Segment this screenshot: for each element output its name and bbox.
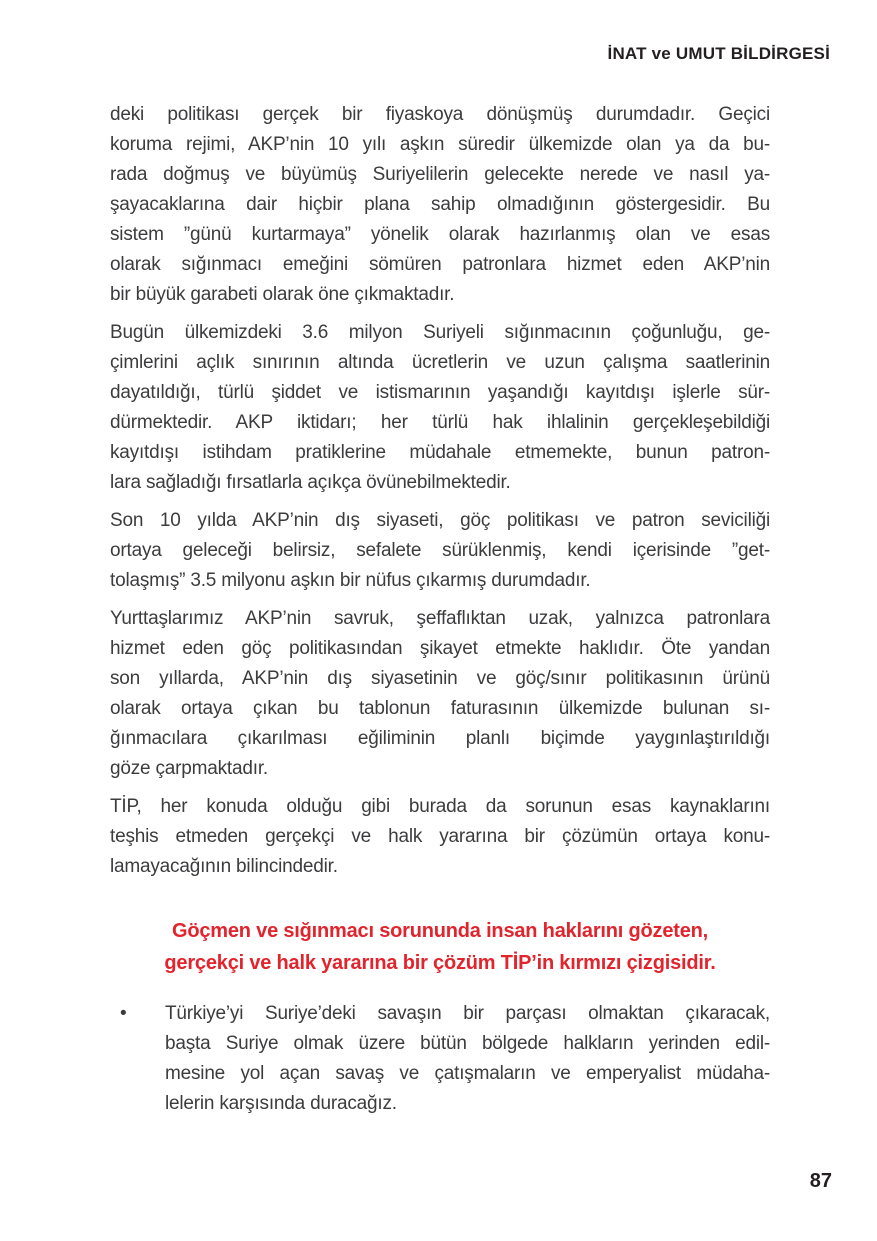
text-line: koruma rejimi, AKP’nin 10 yılı aşkın süredir ülkemizde olan ya da bu-	[110, 134, 770, 155]
text-line: son yıllarda, AKP’nin dış siyasetinin ve göç/sınır politikasının ürünü	[110, 668, 770, 689]
emphasis-heading	[110, 915, 770, 979]
text-line: ortaya geleceği belirsiz, sefalete sürüklenmiş, kendi içerisinde ”get-	[110, 540, 770, 561]
text-line: lara sağladığı fırsatlarla açıkça övünebilmektedir.	[110, 472, 511, 493]
text-line: gerçekçi ve halk yararına bir çözüm TİP’in kırmızı çizgisidir.	[164, 952, 716, 974]
running-header-title: İNAT ve UMUT BİLDİRGESİ	[607, 44, 830, 63]
text-line: Son 10 yılda AKP’nin dış siyaseti, göç politikası ve patron seviciliği	[110, 510, 770, 531]
text-line: rada doğmuş ve büyümüş Suriyelilerin gelecekte nerede ve nasıl ya-	[110, 164, 770, 185]
body-paragraph	[110, 506, 770, 596]
document-body	[110, 100, 770, 1127]
text-line: bir büyük garabeti olarak öne çıkmaktadır.	[110, 284, 455, 305]
body-paragraph	[110, 100, 770, 310]
text-line: hizmet eden göç politikasından şikayet etmekte haklıdır. Öte yandan	[110, 638, 770, 659]
text-line: olarak sığınmacı emeğini sömüren patronlara hizmet eden AKP’nin	[110, 254, 770, 275]
body-paragraph	[110, 318, 770, 498]
text-line: sistem ”günü kurtarmaya” yönelik olarak hazırlanmış olan ve esas	[110, 224, 770, 245]
body-paragraph	[110, 792, 770, 882]
bullet-text	[165, 999, 770, 1119]
text-line: şayacaklarına dair hiçbir plana sahip olmadığının göstergesidir. Bu	[110, 194, 770, 215]
text-line: teşhis etmeden gerçekçi ve halk yararına bir çözümün ortaya konu-	[110, 826, 770, 847]
page-number: 87	[809, 1170, 832, 1192]
bullet-list-item	[110, 999, 770, 1119]
text-line: dayatıldığı, türlü şiddet ve istismarının yaşandığı kayıtdışı işlerle sür-	[110, 382, 770, 403]
text-line: dürmektedir. AKP iktidarı; her türlü hak ihlalinin gerçekleşebildiği	[110, 412, 770, 433]
text-line: lamayacağının bilincindedir.	[110, 856, 338, 877]
text-line: tolaşmış” 3.5 milyonu aşkın bir nüfus çıkarmış durumdadır.	[110, 570, 591, 591]
text-line: lelerin karşısında duracağız.	[165, 1093, 397, 1114]
text-line: çimlerini açlık sınırının altında ücretlerin ve uzun çalışma saatlerinin	[110, 352, 770, 373]
text-line: deki politikası gerçek bir fiyaskoya dönüşmüş durumdadır. Geçici	[110, 104, 770, 125]
text-line: Bugün ülkemizdeki 3.6 milyon Suriyeli sığınmacının çoğunluğu, ge-	[110, 322, 770, 343]
text-line: Yurttaşlarımız AKP’nin savruk, şeffaflıktan uzak, yalnızca patronlara	[110, 608, 770, 629]
text-line: göze çarpmaktadır.	[110, 758, 268, 779]
text-line: TİP, her konuda olduğu gibi burada da sorunun esas kaynaklarını	[110, 796, 770, 817]
body-paragraph	[110, 604, 770, 784]
text-line: Türkiye’yi Suriye’deki savaşın bir parçası olmaktan çıkaracak,	[165, 1003, 770, 1024]
text-line: başta Suriye olmak üzere bütün bölgede halkların yerinden edil-	[165, 1033, 770, 1054]
text-line: ğınmacılara çıkarılması eğiliminin planlı biçimde yaygınlaştırıldığı	[110, 728, 770, 749]
text-line: kayıtdışı istihdam pratiklerine müdahale etmemekte, bunun patron-	[110, 442, 770, 463]
text-line: olarak ortaya çıkan bu tablonun faturasının ülkemizde bulunan sı-	[110, 698, 770, 719]
text-line: mesine yol açan savaş ve çatışmaların ve emperyalist müdaha-	[165, 1063, 770, 1084]
text-line: Göçmen ve sığınmacı sorununda insan haklarını gözeten,	[172, 920, 708, 942]
bullet-marker: •	[120, 1003, 127, 1024]
